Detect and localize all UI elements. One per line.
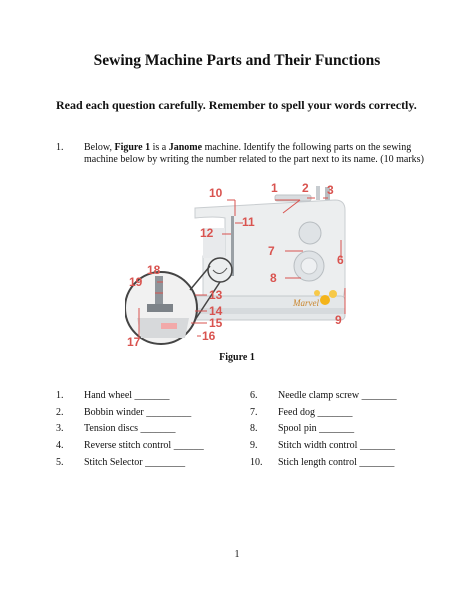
item-text: Tension discs _______ [84,423,176,434]
item-number: 9. [250,440,258,451]
figure-reference: Figure 1 [114,142,151,153]
callout-10: 10 [209,186,223,200]
item-text: Stitch Selector ________ [84,457,186,468]
callout-13: 13 [209,288,223,302]
instruction-text: Read each question carefully. Remember to spell your words correctly. [56,98,417,112]
item-text: Bobbin winder _________ [84,407,192,418]
page-title: Sewing Machine Parts and Their Functions [93,52,381,69]
item-text: Needle clamp screw _______ [278,390,397,401]
item-text: Hand wheel _______ [84,390,170,401]
callout-17: 17 [127,335,141,348]
callout-7: 7 [268,244,275,258]
callout-16: 16 [202,329,216,343]
callout-1: 1 [271,181,278,195]
page-number: 1 [234,549,240,560]
callout-2: 2 [302,181,309,195]
item-text: Stich length control _______ [278,457,395,468]
item-number: 3. [56,423,64,434]
question-text [84,142,434,166]
item-number: 6. [250,390,258,401]
sewing-machine-figure [125,178,355,348]
question-text-part: machine. Identify the following parts on the sewing machine below by writing the number related to the part next to its name. (10 marks) [84,142,424,165]
callout-19: 19 [129,275,143,289]
item-number: 7. [250,407,258,418]
callout-18: 18 [147,263,161,277]
figure-caption: Figure 1 [219,352,255,363]
question-number: 1. [56,142,64,153]
item-number: 1. [56,390,64,401]
item-number: 4. [56,440,64,451]
callout-15: 15 [209,316,223,330]
question-text-part: is a [150,142,169,153]
item-text: Stitch width control _______ [278,440,395,451]
callout-6: 6 [337,253,344,267]
callout-9: 9 [335,313,342,327]
item-text: Feed dog _______ [278,407,353,418]
item-text: Reverse stitch control ______ [84,440,204,451]
callout-12: 12 [200,226,214,240]
item-number: 5. [56,457,64,468]
callout-3: 3 [327,183,334,197]
brand-script: Marvel [293,298,319,308]
item-text: Spool pin _______ [278,423,355,434]
brand-name: Janome [168,142,203,153]
callout-14: 14 [209,304,223,318]
item-number: 8. [250,423,258,434]
callout-11: 11 [242,215,255,229]
sewing-machine-illustration [125,178,355,348]
item-number: 2. [56,407,64,418]
question-text-part: Below, [84,142,115,153]
item-number: 10. [250,457,263,468]
callout-8: 8 [270,271,277,285]
